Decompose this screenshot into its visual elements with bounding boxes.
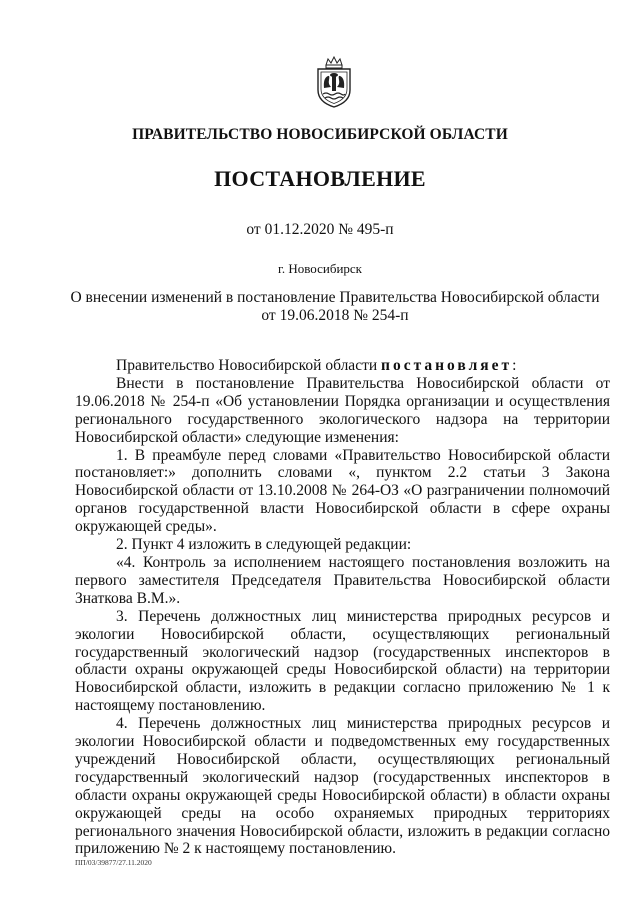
document-footer-code: ПП/03/39877/27.11.2020 [75,858,152,867]
document-city: г. Новосибирск [277,261,362,276]
document-subject [70,289,600,325]
body-paragraph: «4. Контроль за исполнением настоящего постановления возложить на первого заместителя Председателя Правительства Новосибирской области Знаткова В.М.». [75,553,610,607]
coat-of-arms-icon [314,56,354,108]
body-paragraph: 2. Пункт 4 изложить в следующей редакции: [116,536,412,554]
body-paragraph: 4. Перечень должностных лиц министерства природных ресурсов и экологии Новосибирской области и подведомственных ему государственных учреждений Новосибирской области, осуществляющих региональный государственный экологический надзор (государственных инспекторов в области охраны окружающей среды Новосибирской области) в области охраны окружающей среды на особо охраняемых природных территориях регионального значения Новосибирской области, изложить в редакции согласно приложению № 2 к настоящему постановлению. [75,715,610,858]
document-type: ПОСТАНОВЛЕНИЕ [214,166,426,191]
document-body [75,357,610,858]
intro-verb: постановляет [381,357,513,374]
body-paragraph: 1. В преамбуле перед словами «Правительство Новосибирской области постановляет:» дополнить словами «, пунктом 2.2 статьи 3 Закона Новосибирской области от 13.10.2008 № 264-ОЗ «О разграничении полномочий органов государственной власти Новосибирской области в сфере охраны окружающей среды». [75,446,610,536]
intro-suffix: : [512,357,517,374]
body-paragraph: Внести в постановление Правительства Новосибирской области от 19.06.2018 № 254-п «Об установлении Порядка организации и осуществления регионального государственного экологического надзора на территории Новосибирской области» следующие изменения: [75,374,610,446]
subject-line-1: О внесении изменений в постановление Правительства Новосибирской области [70,289,600,306]
body-paragraph: 3. Перечень должностных лиц министерства природных ресурсов и экологии Новосибирской области, осуществляющих региональный государственный экологический надзор (государственных инспекторов в области охраны окружающей среды Новосибирской области) на территории Новосибирской области, изложить в редакции согласно приложению № 1 к настоящему постановлению. [75,607,610,715]
subject-line-2: от 19.06.2018 № 254-п [261,307,409,324]
document-date-number: от 01.12.2020 № 495-п [246,221,394,238]
intro-prefix: Правительство Новосибирской области [116,357,382,374]
intro-paragraph [75,357,610,375]
organization-name: ПРАВИТЕЛЬСТВО НОВОСИБИРСКОЙ ОБЛАСТИ [132,126,508,143]
